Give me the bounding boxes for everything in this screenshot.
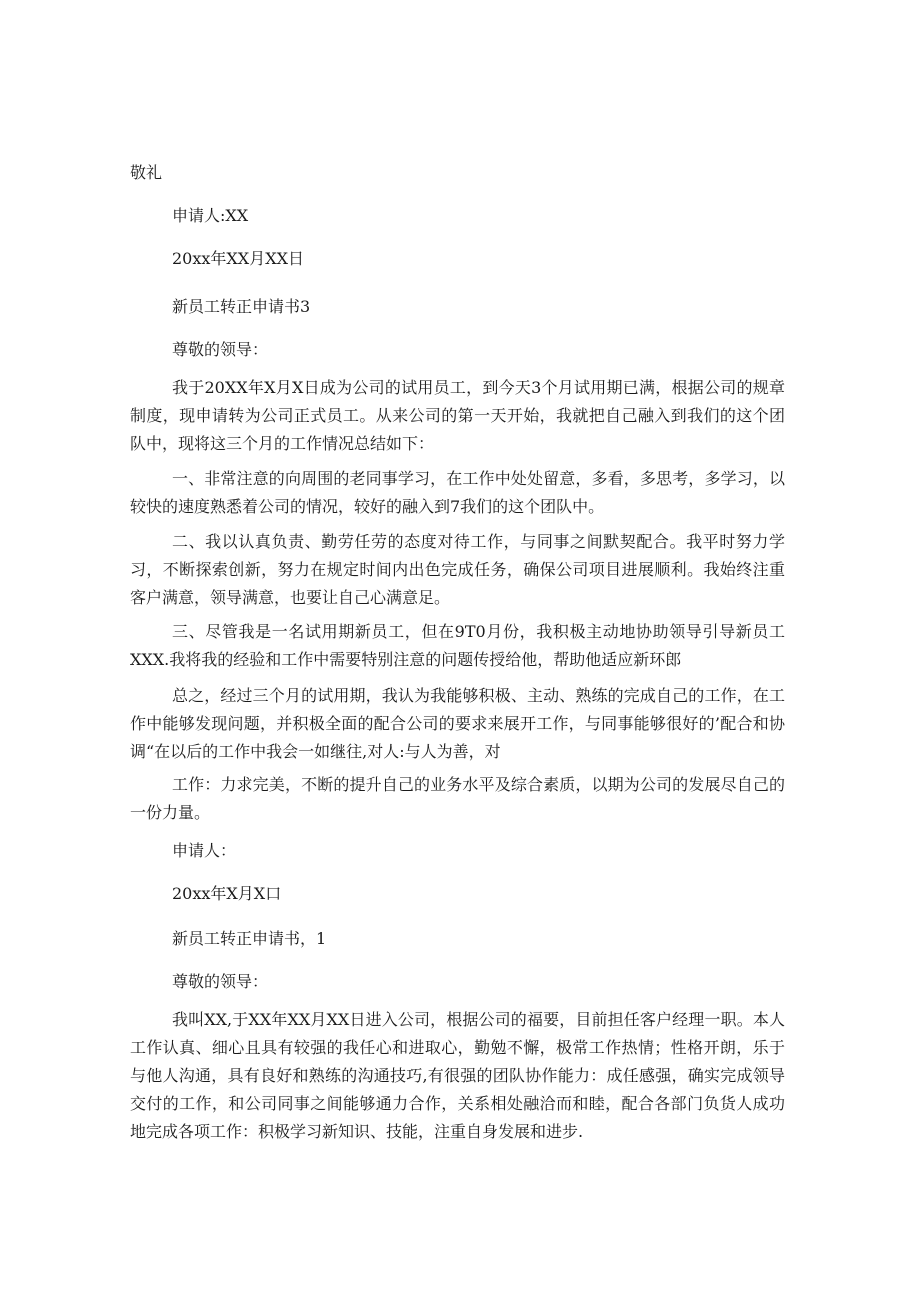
section-title: 新员工转正申请书3	[172, 297, 311, 316]
paragraph: 二、我以认真负责、勤劳任劳的态度对待工作，与同事之间默契配合。我平时努力学习，不断探索创新，努力在规定时间内出色完成任务，确保公司项目进展顺利。我始终注重客户满意，领导满意，也要让自己心满意足。	[130, 532, 785, 607]
signature-date: 20xx年XX月XX日	[172, 249, 304, 268]
paragraph: 我于20XX年X月X日成为公司的试用员工，到今天3个月试用期已满，根据公司的规章制度，现申请转为公司正式员工。从来公司的第一天开始，我就把自己融入到我们的这个团队中，现将这三个月的工作情况总结如下：	[130, 378, 785, 453]
paragraph: 三、尽管我是一名试用期新员工，但在9T0月份，我积极主动地协助领导引导新员工XXX.我将我的经验和工作中需要特别注意的问题传授给他，帮助他适应新环郎	[130, 622, 785, 669]
paragraph: 总之，经过三个月的试用期，我认为我能够积极、主动、熟练的完成自己的工作，在工作中能够发现问题，并积极全面的配合公司的要求来展开工作，与同事能够很好的’配合和协调“在以后的工作中我会一如继往,对人:与人为善，对	[130, 686, 785, 761]
greeting: 尊敬的领导：	[172, 972, 269, 991]
greeting: 尊敬的领导：	[172, 340, 269, 359]
paragraph: 一、非常注意的向周围的老同事学习，在工作中处处留意，多看，多思考，多学习，以较快的速度熟悉着公司的情况，较好的融入到7我们的这个团队中。	[130, 469, 785, 516]
paragraph: 我叫XX,于XX年XX月XX日进入公司，根据公司的福要，目前担任客户经理一职。本人工作认真、细心且具有较强的我任心和进取心，勤勉不懈，极常工作热情；性格开朗，乐于与他人沟通，具有良好和熟练的沟通技巧,有很强的团队协作能力：成任感强，确实完成领导交付的工作，和公司同事之间能够通力合作，关系相处融洽而和睦，配合各部门负货人成功地完成各项工作：积极学习新知识、技能，注重自身发展和进步.	[130, 1010, 785, 1141]
signature-date: 20xx年X月X口	[172, 884, 282, 903]
section-title: 新员工转正申请书，1	[172, 929, 327, 948]
applicant-signature: 申请人：	[172, 841, 237, 860]
paragraph: 工作：力求完美，不断的提升自己的业务水平及综合素质，以期为公司的发展尽自己的一份力量。	[130, 775, 785, 822]
applicant-signature: 申请人:XX	[172, 206, 249, 225]
closing-salutation: 敬礼	[130, 163, 163, 182]
